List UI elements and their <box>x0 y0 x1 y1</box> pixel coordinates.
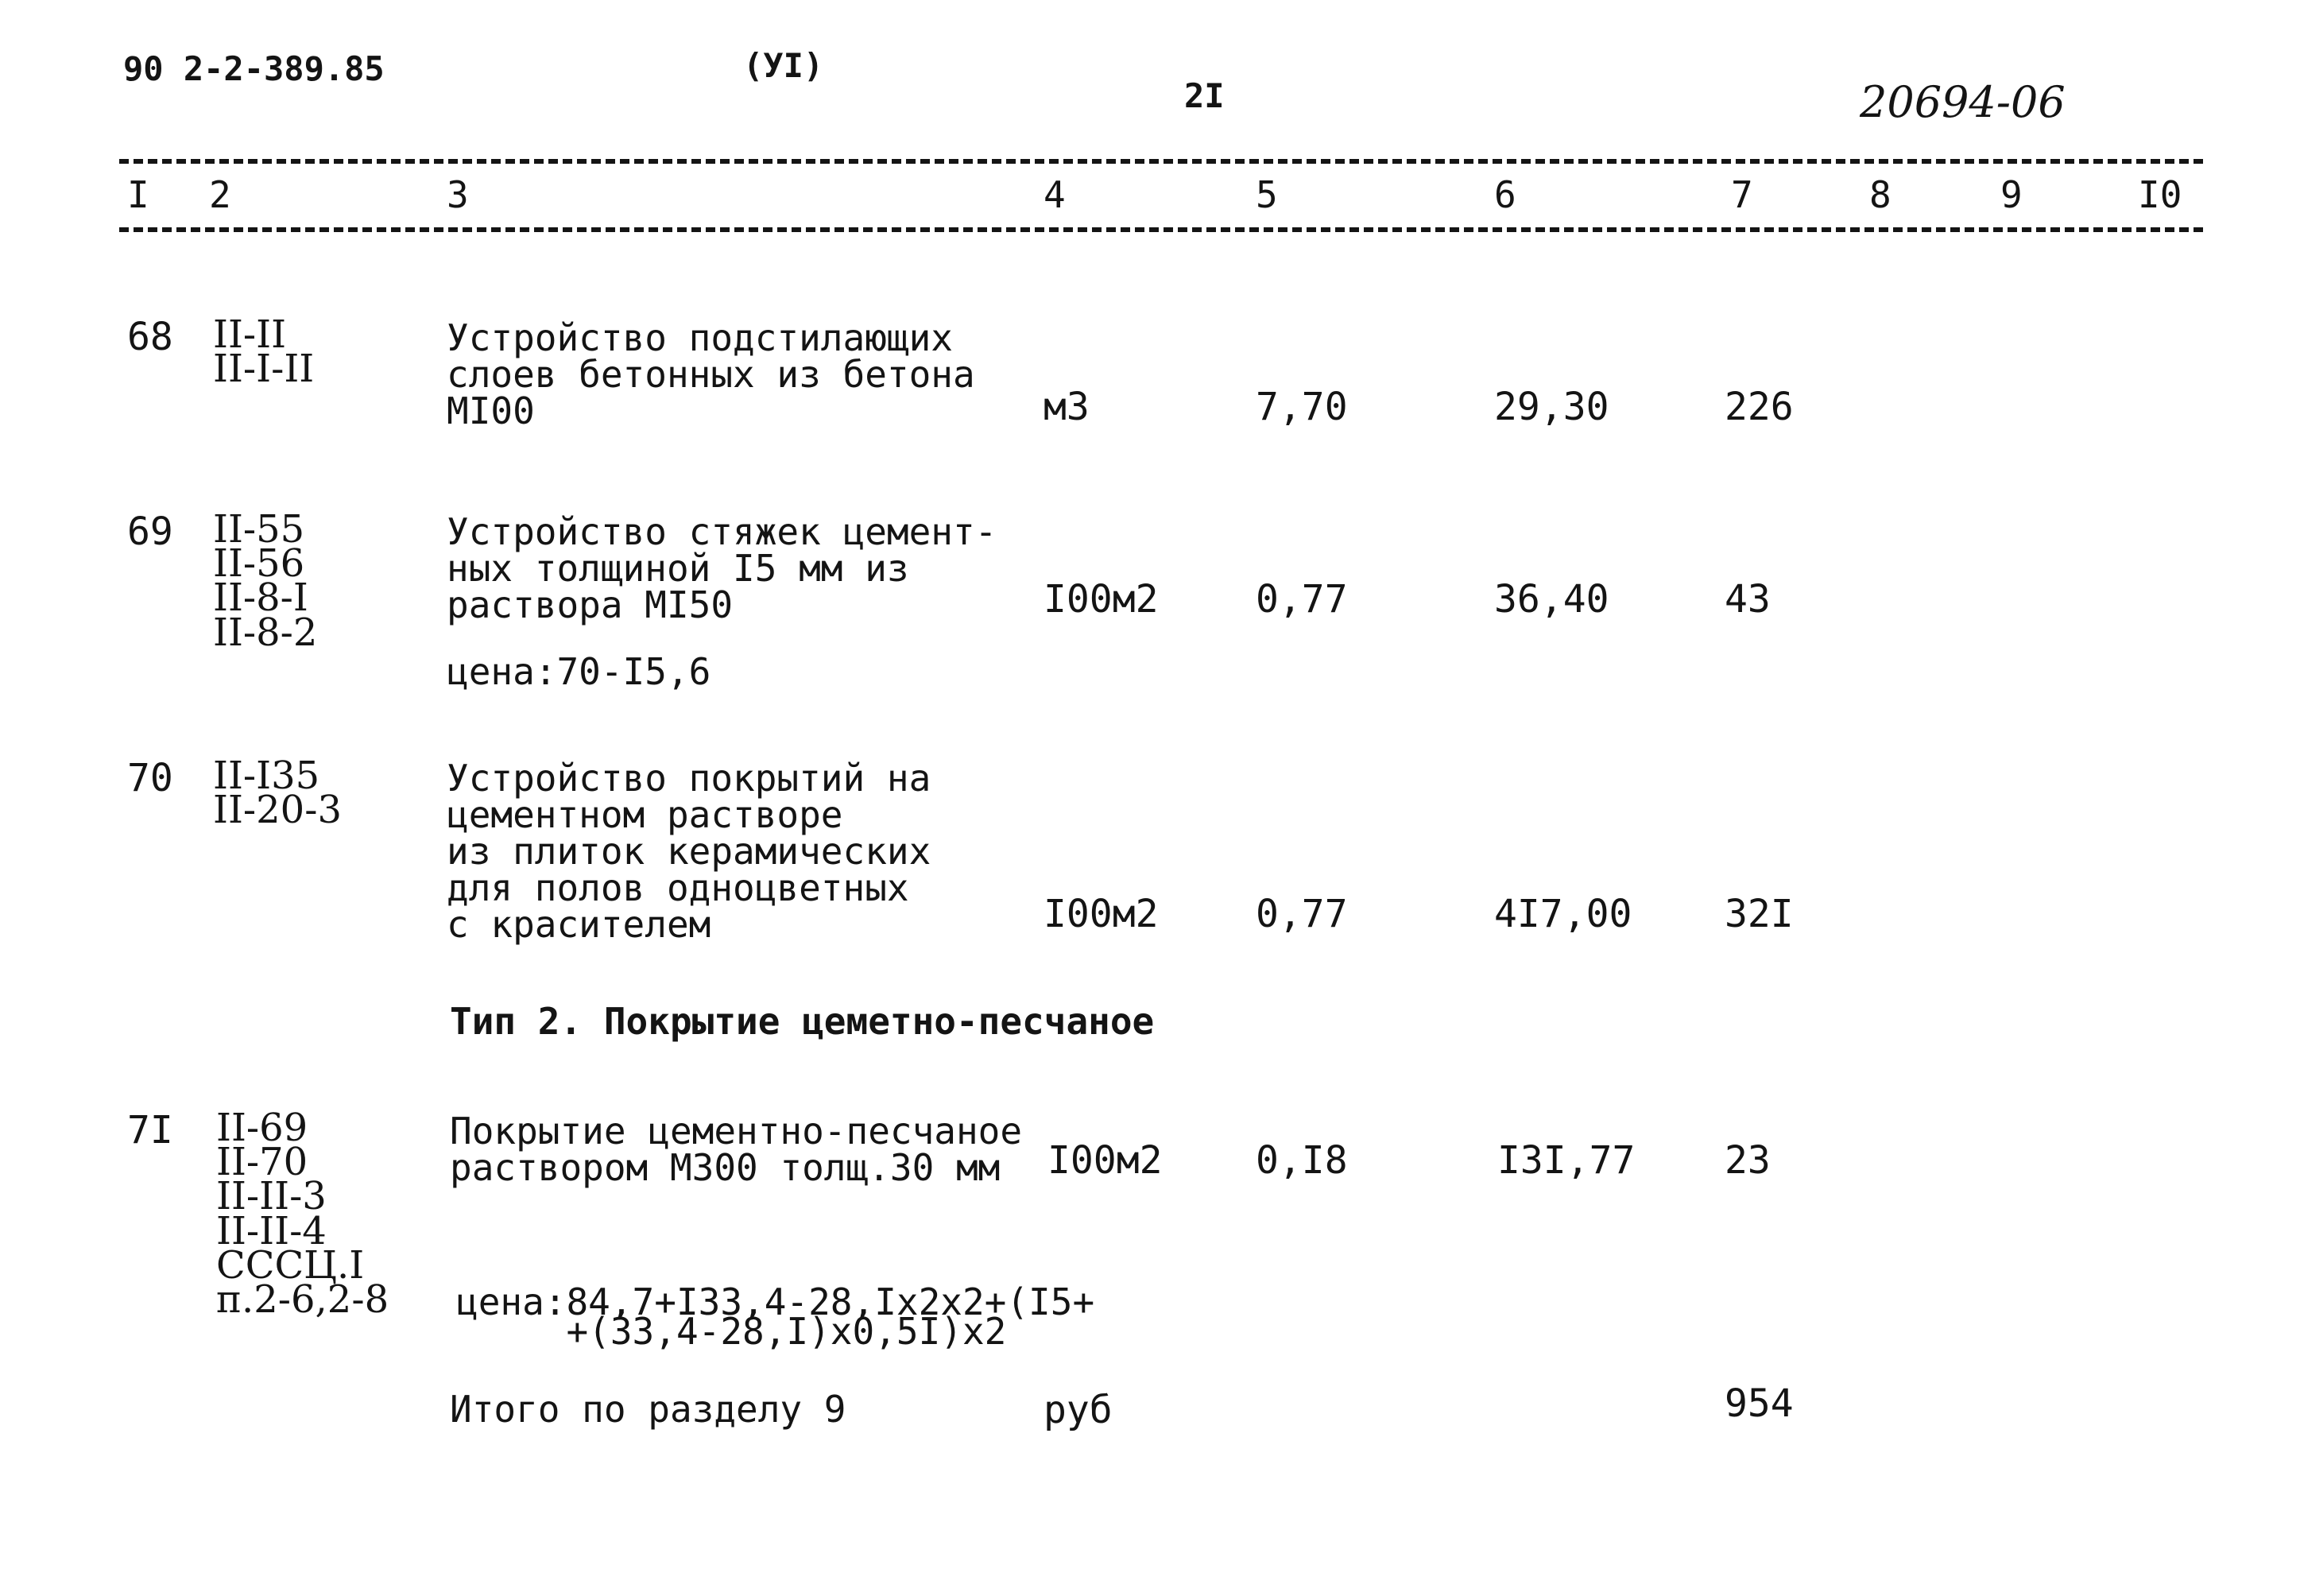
work-description: Устройство подстилающих слоев бетонных из бетона МI00 <box>447 316 975 432</box>
unit-price: I3I,77 <box>1497 1138 1636 1183</box>
total-cost: 23 <box>1725 1138 1771 1183</box>
volume-label: (УI) <box>743 46 824 85</box>
total-cost: 32I <box>1725 892 1794 936</box>
column-header-1: I <box>127 173 149 216</box>
column-header-6: 6 <box>1494 173 1516 216</box>
column-header-8: 8 <box>1869 173 1891 216</box>
column-header-7: 7 <box>1731 173 1753 216</box>
norm-codes: II-I35 II-20-3 <box>213 753 342 833</box>
quantity: 0,I8 <box>1256 1138 1348 1183</box>
norm-codes: II-69 II-70 II-II-3 II-II-4 СССЦ.I п.2-6,2-8 <box>216 1106 389 1322</box>
quantity: 0,77 <box>1256 577 1348 622</box>
column-header-5: 5 <box>1256 173 1278 216</box>
work-description: Покрытие цементно-песчаное раствором М300 толщ.30 мм <box>450 1110 1023 1189</box>
row-number: 68 <box>127 315 173 359</box>
total-cost: 226 <box>1725 385 1794 429</box>
unit-price: 29,30 <box>1494 385 1609 429</box>
handwritten-archive-number: 20694-06 <box>1860 77 2066 127</box>
column-header-10: I0 <box>2138 173 2182 216</box>
column-header-9: 9 <box>2000 173 2023 216</box>
unit-of-measure: I00м2 <box>1047 1138 1163 1183</box>
total-cost: 43 <box>1725 577 1771 622</box>
work-description: Устройство стяжек цемент- ных толщиной I5 мм из раствора МI50 <box>447 510 997 626</box>
section-total-value: 954 <box>1725 1381 1794 1426</box>
norm-codes: II-55 II-56 II-8-I II-8-2 <box>213 507 318 655</box>
unit-price: 4I7,00 <box>1494 892 1632 936</box>
section-title: Тип 2. Покрытие цеметно-песчаное <box>450 1000 1155 1043</box>
unit-price: 36,40 <box>1494 577 1609 622</box>
unit-of-measure: I00м2 <box>1044 577 1159 622</box>
unit-of-measure: м3 <box>1044 385 1090 429</box>
header-bottom-rule <box>119 227 2203 232</box>
column-header-2: 2 <box>209 173 231 216</box>
section-total-label: Итого по разделу 9 <box>450 1388 846 1431</box>
document-code: 90 2-2-389.85 <box>123 49 385 88</box>
row-number: 7I <box>127 1108 173 1152</box>
header-top-rule <box>119 159 2203 164</box>
column-header-4: 4 <box>1044 173 1066 216</box>
norm-codes: II-II II-I-II <box>213 312 315 392</box>
column-header-3: 3 <box>447 173 469 216</box>
work-description: Устройство покрытий на цементном растворе из плиток керамических для полов одноцветных с красителем <box>447 757 931 946</box>
quantity: 0,77 <box>1256 892 1348 936</box>
unit-of-measure: I00м2 <box>1044 892 1159 936</box>
row-number: 69 <box>127 509 173 554</box>
section-total-unit: руб <box>1044 1388 1113 1432</box>
page-number: 2I <box>1184 76 1225 115</box>
row-number: 70 <box>127 756 173 800</box>
quantity: 7,70 <box>1256 385 1348 429</box>
price-note: цена:84,7+I33,4-28,Iх2х2+(I5+ +(33,4-28,I)х0,5I)х2 <box>456 1280 1095 1353</box>
price-note: цена:70-I5,6 <box>447 650 711 693</box>
